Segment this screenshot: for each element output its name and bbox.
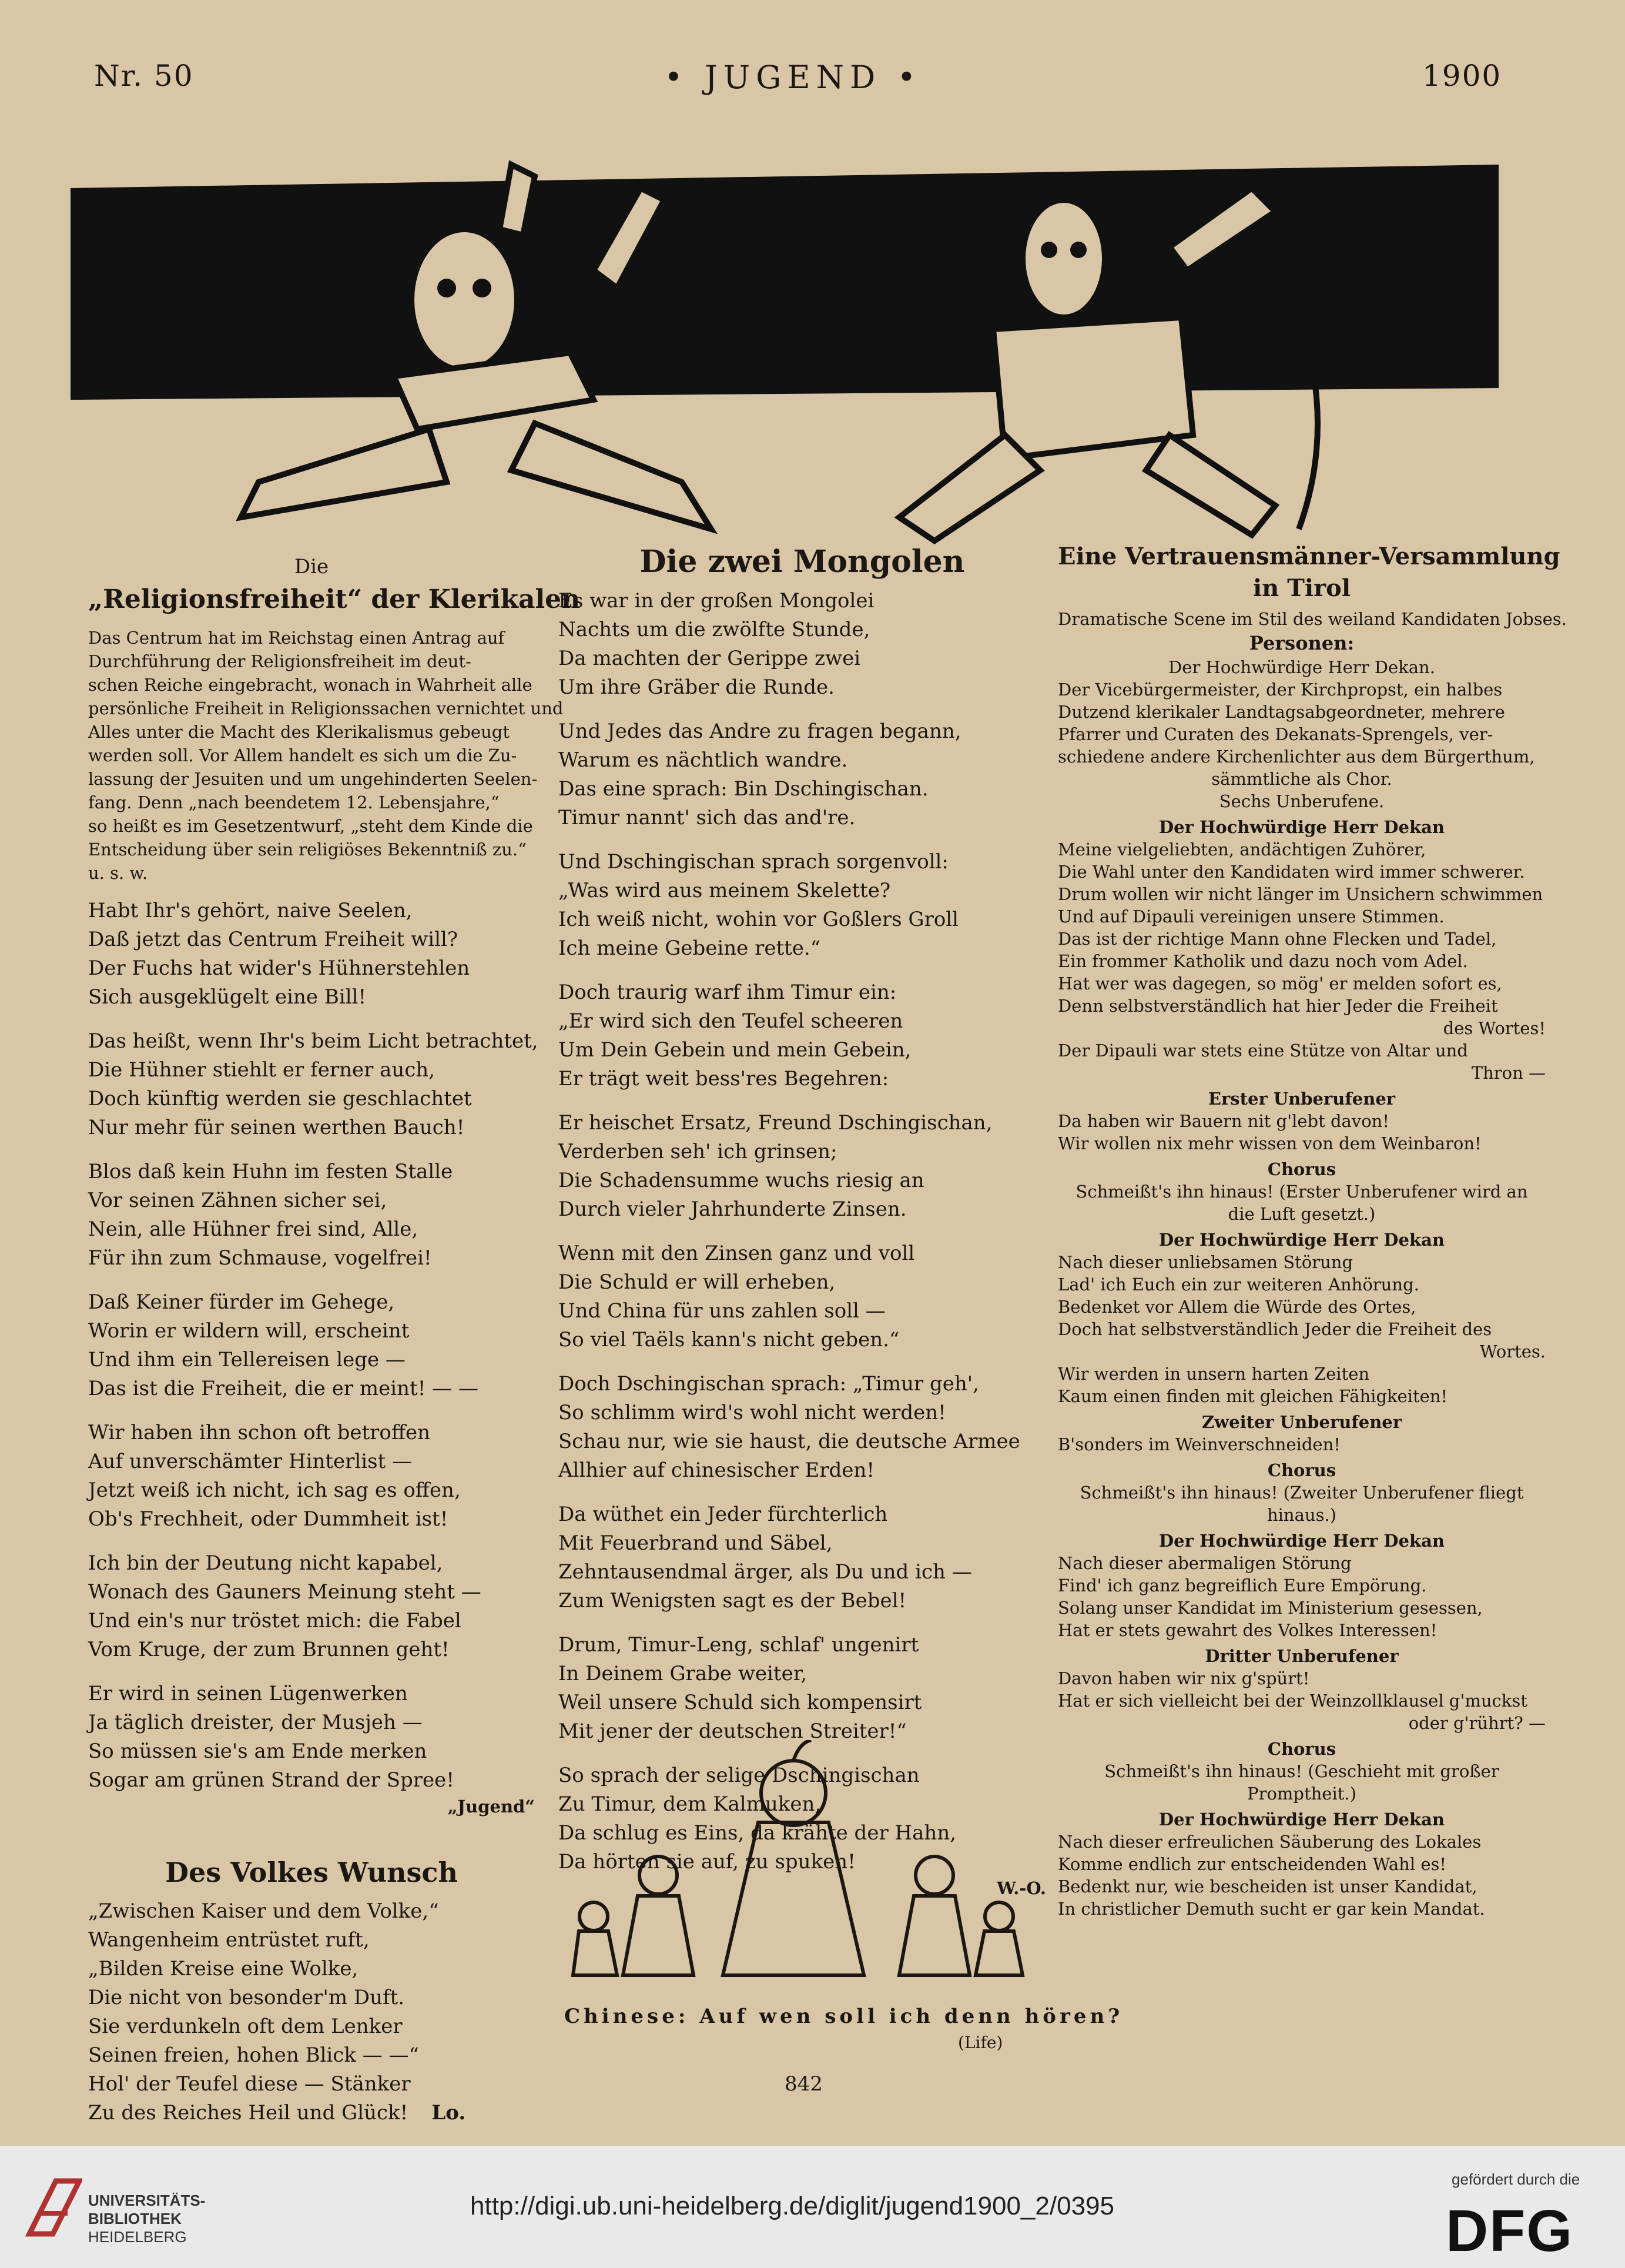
verse-line: „Bilden Kreise eine Wolke, [88,1957,358,1981]
cast-line: Pfarrer und Curaten des Dekanats-Sprengels, ver- [1058,724,1493,744]
verse-line: So viel Taëls kann's nicht geben.“ [558,1328,900,1352]
verse-line: Und Jedes das Andre zu fragen begann, [558,720,961,743]
verse-line: So schlimm wird's wohl nicht werden! [558,1401,946,1424]
cast-line: Der Hochwürdige Herr Dekan. [1168,657,1435,677]
verse-line: Zehntausendmal ärger, als Du und ich — [558,1560,972,1584]
speaker-name: Der Hochwürdige Herr Dekan [1159,1230,1445,1250]
verse-line: Ich weiß nicht, wohin vor Goßlers Groll [558,908,959,931]
stanza [88,1027,538,1142]
dialogue-line: Nach dieser unliebsamen Störung [1058,1252,1353,1272]
verse-line: Schau nur, wie sie haust, die deutsche Armee [558,1430,1020,1453]
verse-line: Er wird in seinen Lügenwerken [88,1682,408,1705]
verse-line: Zu Timur, dem Kalmuken, [558,1792,822,1816]
university-name[interactable] [88,2192,205,2246]
personen-title: Personen: [1249,632,1355,654]
dialogue-line: Meine vielgeliebten, andächtigen Zuhörer, [1058,839,1426,859]
dialogue-line: des Wortes! [1443,1018,1546,1038]
intro-line: lassung der Jesuiten und um ungehinderten Seelen- [88,769,538,789]
verse-line: Die Schadensumme wuchs riesig an [558,1169,924,1192]
verse-line: Jetzt weiß ich nicht, ich sag es offen, [88,1478,461,1502]
verse-line: So müssen sie's am Ende merken [88,1740,427,1763]
stanza [558,848,1046,963]
verse-line: Mit Feuerbrand und Säbel, [558,1531,833,1555]
stanza-2 [88,1897,535,2127]
speaker-name: Chorus [1267,1159,1336,1179]
dialogue-line: Doch hat selbstverständlich Jeder die Freiheit des [1058,1319,1492,1339]
verse-line: Nachts um die zwölfte Stunde, [558,618,870,641]
dialogue-line: Nach dieser erfreulichen Säuberung des Lokales [1058,1832,1482,1852]
verse-line: Worin er wildern will, erscheint [88,1319,410,1343]
verse-line: Das ist die Freiheit, die er meint! — — [88,1377,478,1400]
verse-line: Vor seinen Zähnen sicher sei, [88,1189,387,1212]
verse-line: „Er wird sich den Teufel scheeren [558,1009,903,1033]
verse-line: Da wüthet ein Jeder fürchterlich [558,1503,888,1526]
article-title-2: Des Volkes Wunsch [165,1856,458,1888]
speaker-name: Zweiter Unberufener [1201,1412,1402,1432]
verse-line: Wangenheim entrüstet ruft, [88,1928,370,1952]
verse-line: Sich ausgeklügelt eine Bill! [88,985,367,1009]
dialogue-line: Und auf Dipauli vereinigen unsere Stimmen. [1058,906,1445,926]
verse-line: Doch traurig warf ihm Timur ein: [558,981,897,1004]
article-title: „Religionsfreiheit“ der Klerikalen [88,584,581,614]
verse-line: Um ihre Gräber die Runde. [558,675,835,699]
poem-signature: W.-O. [997,1878,1046,1898]
dialogue-line: Schmeißt's ihn hinaus! (Zweiter Unberufener fliegt [1080,1483,1524,1503]
verse-line: Da machten der Gerippe zwei [558,647,861,670]
verse-line: Daß Keiner fürder im Gehege, [88,1290,395,1314]
verse-line: Habt Ihr's gehört, naive Seelen, [88,899,413,922]
dialogue-line: Denn selbstverständlich hat hier Jeder die Freiheit [1058,996,1498,1016]
cast-line: sämmtliche als Chor. [1211,769,1392,789]
verse-line: Die Schuld er will erheben, [558,1270,836,1294]
verse-line: Ob's Frechheit, oder Dummheit ist! [88,1507,448,1531]
dialogue-line: oder g'rührt? — [1408,1713,1546,1733]
cartoon-source: (Life) [958,2033,1003,2052]
verse-line: Verderben seh' ich grinsen; [558,1140,837,1163]
dialogue-line: Schmeißt's ihn hinaus! (Erster Unberufener wird an [1075,1182,1528,1202]
scene-title-2: in Tirol [1252,574,1351,602]
verse-line: Um Dein Gebein und mein Gebein, [558,1038,912,1062]
issue-number: Nr. 50 [94,59,194,93]
verse-line: Das heißt, wenn Ihr's beim Licht betrachtet, [88,1029,538,1053]
chinese-cartoon [570,1740,1040,1999]
dialogue-line: Bedenket vor Allem die Würde des Ortes, [1058,1297,1416,1317]
verse-line: Nur mehr für seinen werthen Bauch! [88,1116,465,1139]
intro-line: Das Centrum hat im Reichstag einen Antrag auf [88,628,505,648]
dialogue-line: die Luft gesetzt.) [1228,1204,1376,1224]
verse-line: Die nicht von besonder'm Duft. [88,1986,405,2009]
university-logo-icon [24,2175,82,2240]
intro-line: Entscheidung über sein religiöses Bekenntniß zu.“ [88,839,527,859]
verse-line: Blos daß kein Huhn im festen Stalle [88,1160,453,1183]
verse-line: Allhier auf chinesischer Erden! [558,1459,875,1482]
verse-line: Drum, Timur-Leng, schlaf' ungenirt [558,1633,919,1657]
stanza [558,1370,1046,1485]
university-line: HEIDELBERG [88,2228,187,2246]
verse-line: „Zwischen Kaiser und dem Volke,“ [88,1899,439,1923]
speaker-name: Chorus [1267,1460,1336,1480]
dialogue-line: Hat er sich vielleicht bei der Weinzollklausel g'muckst [1058,1691,1527,1711]
dialogue-line: Schmeißt's ihn hinaus! (Geschieht mit großer [1104,1761,1499,1781]
intro-line: persönliche Freiheit in Religionssachen vernichtet und [88,698,564,718]
verse-line: Hol' der Teufel diese — Stänker [88,2072,411,2096]
stanza [88,1549,535,1664]
verse-line: Er trägt weit bess'res Begehren: [558,1067,889,1090]
verse-line: Zu des Reiches Heil und Glück! [88,2101,408,2125]
verse-line: Es war in der großen Mongolei [558,589,875,613]
masthead: • JUGEND • [664,59,922,96]
verse-line: Timur nannt' sich das and're. [558,806,856,829]
stanza [558,1631,1046,1746]
intro-line: schen Reiche eingebracht, wonach in Wahrheit alle [88,675,532,695]
stanza [558,717,1046,832]
cast-line: Dutzend klerikaler Landtagsabgeordneter, mehrere [1058,702,1505,722]
cast-line: Sechs Unberufene. [1219,791,1385,811]
verse-line: Und ihm ein Tellereisen lege — [88,1348,406,1371]
verse-line: So sprach der selige Dschingischan [558,1764,920,1787]
dialogue-line: Nach dieser abermaligen Störung [1058,1553,1352,1573]
dialogue-line: Das ist der richtige Mann ohne Flecken und Tadel, [1058,929,1497,949]
dialogue-line: Promptheit.) [1247,1784,1356,1804]
verse-line: Und Dschingischan sprach sorgenvoll: [558,850,949,874]
stanza [558,1239,1046,1354]
scene-subtitle: Dramatische Scene im Stil des weiland Kandidaten Jobses. [1058,609,1567,629]
intro-line: werden soll. Vor Allem handelt es sich um die Zu- [88,745,517,765]
dialogue-line: Wir werden in unsern harten Zeiten [1058,1364,1370,1384]
dialogue-line: Davon haben wir nix g'spürt! [1058,1668,1310,1688]
scene-title: Eine Vertrauensmänner-Versammlung [1058,543,1560,570]
verse-line: Wonach des Gauners Meinung steht — [88,1580,481,1604]
dialogue-line: Thron — [1471,1063,1546,1083]
article-signature: „Jugend“ [447,1797,535,1817]
cartoon-caption: Chinese: Auf wen soll ich denn hören? [564,2005,1124,2028]
speaker-name: Dritter Unberufener [1205,1646,1399,1666]
cast-line: schiedene andere Kirchenlichter aus dem Bürgerthum, [1058,747,1535,767]
verse-line: Ja täglich dreister, der Musjeh — [88,1711,423,1734]
dialogue-line: Da haben wir Bauern nit g'lebt davon! [1058,1111,1389,1131]
column-left [88,553,581,2127]
dialogue-line: Wortes. [1479,1342,1546,1362]
verse-line: Vom Kruge, der zum Brunnen geht! [88,1638,450,1661]
dialogue-line: B'sonders im Weinverschneiden! [1058,1434,1341,1454]
verse-line: Sogar am grünen Strand der Spree! [88,1768,454,1792]
university-line: UNIVERSITÄTS- [88,2192,206,2209]
stanza [558,978,1046,1093]
dialogue-line: Kaum einen finden mit gleichen Fähigkeiten! [1058,1386,1448,1406]
dialogue-line: Der Dipauli war stets eine Stütze von Altar und [1058,1041,1468,1061]
stanza [558,587,1046,702]
verse-line: Ich bin der Deutung nicht kapabel, [88,1551,443,1575]
dialogue-line: Komme endlich zur entscheidenden Wahl es! [1058,1854,1447,1874]
page-number: 842 [785,2072,823,2096]
intro-line: fang. Denn „nach beendetem 12. Lebensjahre,“ [88,792,500,812]
verse-line: Weil unsere Schuld sich kompensirt [558,1691,922,1714]
article-signature-2: Lo. [431,2101,466,2125]
stanza [558,1109,1046,1224]
verse-line: Er heischet Ersatz, Freund Dschingischan, [558,1111,993,1135]
verse-line: Doch Dschingischan sprach: „Timur geh', [558,1372,979,1396]
dialogue-line: Hat er stets gewahrt des Volkes Interessen! [1058,1620,1438,1640]
speaker-name: Der Hochwürdige Herr Dekan [1159,1531,1445,1551]
dfg-label: gefördert durch die [1452,2170,1580,2188]
poem-title: Die zwei Mongolen [639,544,965,580]
skeletons-illustration [65,153,1510,553]
verse-line: Die Hühner stiehlt er ferner auch, [88,1058,435,1082]
verse-line: Da schlug es Eins, da krähte der Hahn, [558,1821,957,1845]
verse-line: Für ihn zum Schmause, vogelfrei! [88,1246,432,1270]
intro-line: u. s. w. [88,863,148,883]
stanza [88,897,535,1012]
verse-line: Auf unverschämter Hinterlist — [88,1450,413,1473]
dialogue-line: Lad' ich Euch ein zur weiteren Anhörung. [1058,1275,1419,1294]
verse-line: Warum es nächtlich wandre. [558,748,848,772]
verse-line: Mit jener der deutschen Streiter!“ [558,1720,907,1743]
verse-line: Doch künftig werden sie geschlachtet [88,1087,472,1110]
dialogue-line: Drum wollen wir nicht länger im Unsichern schwimmen [1058,884,1543,904]
verse-line: Wenn mit den Zinsen ganz und voll [558,1242,915,1265]
dialogue-line: Find' ich ganz begreiflich Eure Empörung. [1058,1575,1427,1595]
verse-line: „Was wird aus meinem Skelette? [558,879,891,902]
verse-line: Da hörten sie auf, zu spuken! [558,1850,856,1874]
article-pretitle: Die [294,555,329,578]
dialogue-line: In christlicher Demuth sucht er gar kein Mandat. [1058,1899,1485,1919]
intro-line: so heißt es im Gesetzentwurf, „steht dem Kinde die [88,816,533,836]
column-middle [558,541,1046,1900]
dialogue-line: Hat wer was dagegen, so mög' er melden sofort es, [1058,974,1502,993]
dfg-logo[interactable]: DFG [1446,2198,1574,2264]
permalink-url[interactable]: http://digi.ub.uni-heidelberg.de/diglit/jugend1900_2/0395 [470,2192,1114,2220]
dialogue-line: Wir wollen nix mehr wissen von dem Weinbaron! [1058,1133,1482,1153]
dialogue-line: Die Wahl unter den Kandidaten wird immer schwerer. [1058,862,1525,882]
stanza [88,1419,535,1534]
verse-line: Zum Wenigsten sagt es der Bebel! [558,1589,907,1613]
article-intro [88,626,564,885]
column-right [1058,541,1567,1920]
dialogue-line: Ein frommer Katholik und dazu noch vom Adel. [1058,951,1468,971]
verse-line: In Deinem Grabe weiter, [558,1662,808,1685]
verse-line: Seinen freien, hohen Blick — —“ [88,2043,419,2067]
stanza [558,1500,1046,1615]
speaker-name: Chorus [1267,1739,1336,1759]
verse-line: Wir haben ihn schon oft betroffen [88,1421,431,1444]
verse-line: Und ein's nur tröstet mich: die Fabel [88,1609,461,1633]
viewer-footer [0,2146,1625,2268]
stanza [88,1158,535,1273]
stanza [88,1680,535,1795]
verse-line: Der Fuchs hat wider's Hühnerstehlen [88,956,470,980]
dialogue-line: Solang unser Kandidat im Ministerium gesessen, [1058,1598,1483,1618]
verse-line: Durch vieler Jahrhunderte Zinsen. [558,1197,907,1221]
university-line: BIBLIOTHEK [88,2210,182,2227]
speaker-name: Erster Unberufener [1208,1089,1396,1109]
verse-line: Nein, alle Hühner frei sind, Alle, [88,1217,418,1241]
verse-line: Ich meine Gebeine rette.“ [558,936,821,960]
intro-line: Alles unter die Macht des Klerikalismus gebeugt [88,722,510,742]
year: 1900 [1422,59,1502,93]
verse-line: Daß jetzt das Centrum Freiheit will? [88,928,458,951]
intro-line: Durchführung der Religionsfreiheit im deut- [88,651,471,671]
speaker-name: Der Hochwürdige Herr Dekan [1159,1809,1445,1829]
stanza [88,1288,535,1403]
verse-line: Das eine sprach: Bin Dschingischan. [558,777,929,801]
dialogue-line: hinaus.) [1267,1505,1336,1525]
verse-line: Sie verdunkeln oft dem Lenker [88,2015,403,2038]
cast-line: Der Vicebürgermeister, der Kirchpropst, ein halbes [1058,680,1503,700]
verse-line: Und China für uns zahlen soll — [558,1299,886,1323]
dialogue-line: Bedenkt nur, wie bescheiden ist unser Kandidat, [1058,1876,1477,1896]
speaker-name: Der Hochwürdige Herr Dekan [1159,817,1445,837]
